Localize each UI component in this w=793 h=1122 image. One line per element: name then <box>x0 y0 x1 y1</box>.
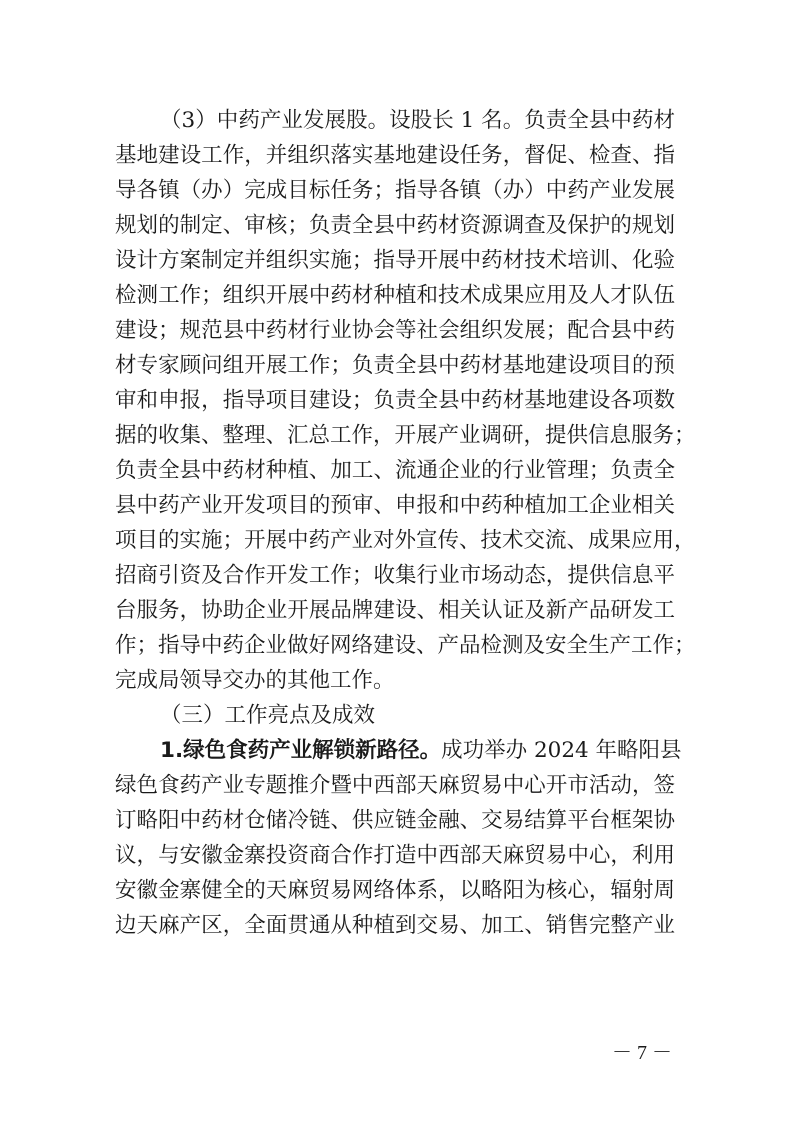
paragraph-line: 规划的制定、审核；负责全县中药材资源调查及保护的规划 <box>115 213 675 238</box>
paragraph-line: 台服务，协助企业开展品牌建设、相关认证及新产品研发工 <box>115 598 675 623</box>
paragraph-line: 负责全县中药材种植、加工、流通企业的行业管理；负责全 <box>115 458 675 483</box>
paragraph-first-line <box>160 736 682 765</box>
paragraph-line: 边天麻产区，全面贯通从种植到交易、加工、销售完整产业 <box>115 913 675 938</box>
paragraph-line: 完成局领导交办的其他工作。 <box>115 668 395 693</box>
paragraph-line: 项目的实施；开展中药产业对外宣传、技术交流、成果应用， <box>115 528 696 553</box>
paragraph-line: （3）中药产业发展股。设股长 1 名。负责全县中药材 <box>160 108 675 133</box>
paragraph-line: 设计方案制定并组织实施；指导开展中药材技术培训、化验 <box>115 248 675 273</box>
paragraph-line: 建设；规范县中药材行业协会等社会组织发展；配合县中药 <box>115 318 675 343</box>
paragraph-line: 绿色食药产业专题推介暨中西部天麻贸易中心开市活动，签 <box>115 773 675 798</box>
bold-lead: 1.绿色食药产业解锁新路径。 <box>160 738 442 763</box>
paragraph-line: 县中药产业开发项目的预审、申报和中药种植加工企业相关 <box>115 493 675 518</box>
paragraph-line: 据的收集、整理、汇总工作，开展产业调研，提供信息服务； <box>115 423 696 448</box>
paragraph-line: 订略阳中药材仓储冷链、供应链金融、交易结算平台框架协 <box>115 808 675 833</box>
paragraph-line: 招商引资及合作开发工作；收集行业市场动态，提供信息平 <box>115 563 675 588</box>
paragraph-line: 安徽金寨健全的天麻贸易网络体系，以略阳为核心，辐射周 <box>115 878 675 903</box>
paragraph-line: 导各镇（办）完成目标任务；指导各镇（办）中药产业发展 <box>115 178 675 203</box>
paragraph-line: 检测工作；组织开展中药材种植和技术成果应用及人才队伍 <box>115 283 675 308</box>
paragraph-line: 基地建设工作，并组织落实基地建设任务，督促、检查、指 <box>115 143 675 168</box>
paragraph-line: 议，与安徽金寨投资商合作打造中西部天麻贸易中心，利用 <box>115 843 675 868</box>
section-heading: （三）工作亮点及成效 <box>160 703 376 728</box>
first-line-rest: 成功举办 2024 年略阳县 <box>441 738 682 763</box>
page-number: － 7 － <box>612 1042 672 1064</box>
paragraph-line: 作；指导中药企业做好网络建设、产品检测及安全生产工作； <box>115 633 696 658</box>
paragraph-line: 审和申报，指导项目建设；负责全县中药材基地建设各项数 <box>115 388 675 413</box>
paragraph-line: 材专家顾问组开展工作；负责全县中药材基地建设项目的预 <box>115 353 675 378</box>
